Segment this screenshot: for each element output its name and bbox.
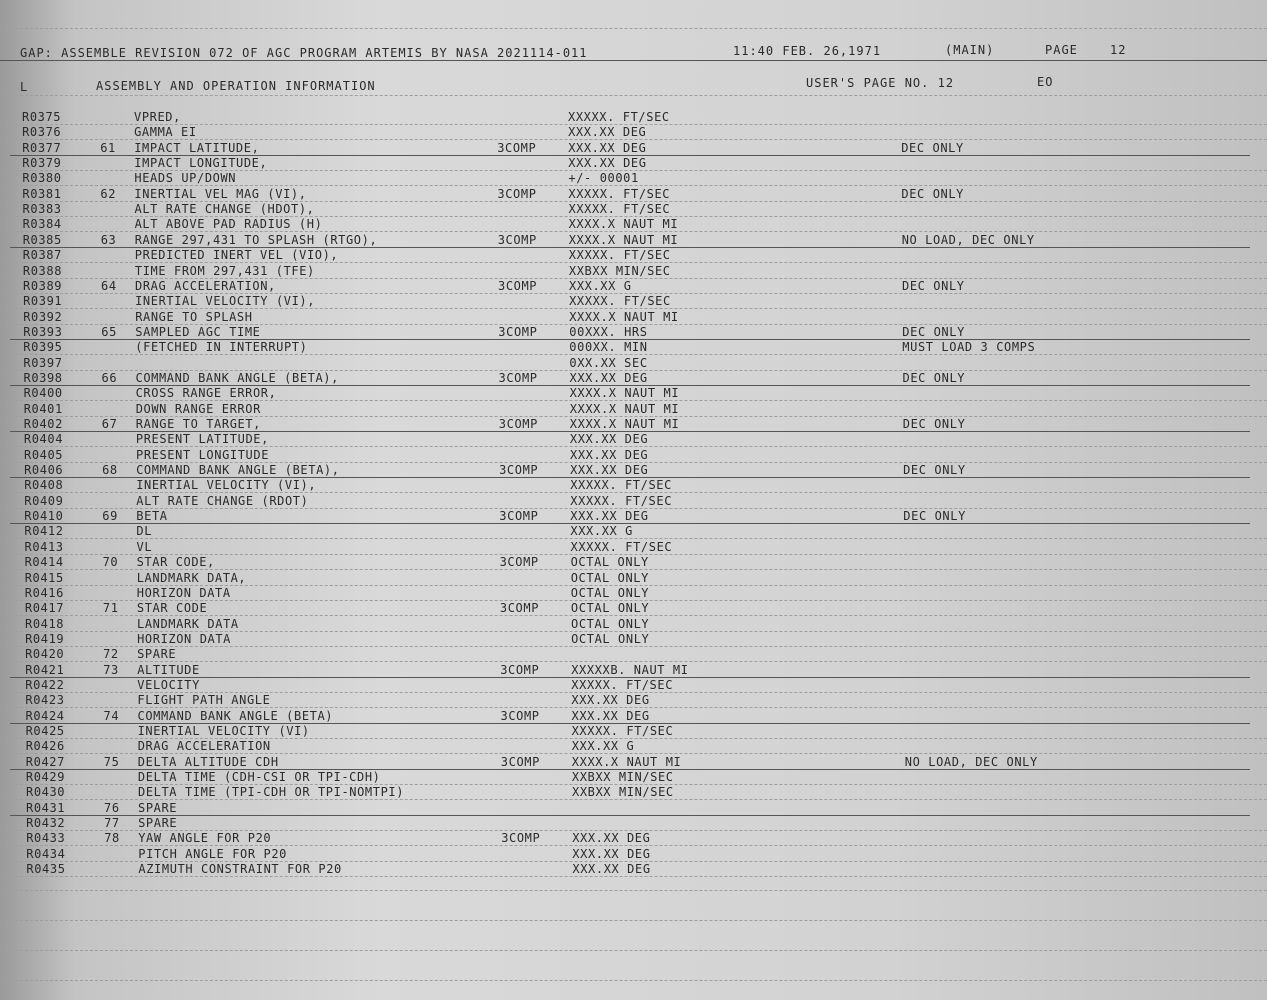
page-rule (0, 980, 1267, 981)
listing-row (0, 156, 1267, 171)
row-description: COMMAND BANK ANGLE (BETA) (137, 708, 334, 723)
listing-row (3, 586, 1267, 601)
row-address: R0377 (22, 140, 62, 155)
row-address: R0430 (26, 785, 66, 800)
page-rule (0, 890, 1267, 891)
row-format: XXX.XX DEG (571, 693, 650, 708)
row-address: R0392 (23, 309, 63, 324)
row-description: INERTIAL VELOCITY (VI), (135, 294, 316, 309)
listing-row (1, 264, 1267, 279)
page-rule (0, 950, 1267, 951)
row-description: DRAG ACCELERATION, (135, 278, 276, 293)
row-format: OCTAL ONLY (570, 570, 649, 585)
row-display-number: 71 (102, 601, 119, 616)
row-components: 3COMP (497, 140, 537, 155)
row-address: R0388 (22, 263, 63, 278)
row-format: XXBXX MIN/SEC (572, 785, 674, 800)
listing-row (0, 171, 1267, 186)
row-description: PREDICTED INERT VEL (VIO), (134, 248, 339, 263)
row-components: 3COMP (499, 463, 539, 478)
row-description: STAR CODE, (136, 555, 215, 570)
users-page-number: USER'S PAGE NO. 12 (806, 76, 955, 90)
listing-row (3, 555, 1267, 570)
row-address: R0401 (23, 401, 63, 416)
row-components: 3COMP (500, 662, 540, 677)
row-format: XXX.XX DEG (570, 463, 649, 478)
row-address: R0420 (25, 647, 65, 662)
listing-row (2, 417, 1267, 432)
row-description: DRAG ACCELERATION (137, 739, 271, 754)
row-description: AZIMUTH CONSTRAINT FOR P20 (138, 862, 342, 877)
row-format: OCTAL ONLY (571, 631, 650, 646)
row-format: XXX.XX DEG (571, 708, 650, 723)
row-description: RANGE TO TARGET, (135, 417, 262, 431)
listing-row (0, 110, 1267, 125)
row-components: 3COMP (500, 708, 540, 723)
row-display-number: 68 (102, 463, 118, 478)
row-format: XXXXXB. NAUT MI (571, 662, 689, 677)
listing-row (1, 233, 1267, 248)
row-address: R0435 (26, 862, 66, 877)
row-address: R0404 (23, 432, 64, 447)
listing-row (2, 478, 1267, 493)
row-display-number: 72 (103, 647, 119, 662)
row-address: R0385 (22, 232, 62, 247)
row-address: R0425 (25, 724, 65, 738)
listing-row (4, 770, 1267, 785)
row-description: DELTA ALTITUDE CDH (137, 754, 279, 769)
row-address: R0395 (23, 340, 63, 355)
row-components: 3COMP (497, 186, 537, 201)
row-note: NO LOAD, DEC ONLY (904, 754, 1038, 769)
row-note: MUST LOAD 3 COMPS (902, 340, 1036, 355)
page-rule (0, 95, 1267, 96)
row-note: DEC ONLY (902, 370, 966, 385)
row-format: 00XXX. HRS (569, 324, 648, 339)
row-format: XXXX.X NAUT MI (569, 309, 679, 324)
row-description: PITCH ANGLE FOR P20 (138, 846, 287, 861)
listing-row (1, 202, 1267, 217)
row-address: R0397 (23, 355, 63, 370)
row-description: PRESENT LATITUDE, (135, 432, 269, 447)
row-address: R0419 (25, 631, 65, 646)
listing-row (2, 494, 1267, 509)
row-format: XXX.XX DEG (572, 846, 651, 861)
row-description: RANGE 297,431 TO SPLASH (RTGO), (134, 232, 378, 247)
listing-row (1, 356, 1267, 371)
row-description: HEADS UP/DOWN (134, 171, 237, 186)
row-description: DELTA TIME (CDH-CSI OR TPI-CDH) (137, 770, 381, 785)
row-description: INERTIAL VEL MAG (VI), (134, 186, 307, 201)
row-description: DOWN RANGE ERROR (135, 401, 261, 416)
row-description: DELTA TIME (TPI-CDH OR TPI-NOMTPI) (138, 785, 405, 800)
row-format: XXXX.X NAUT MI (571, 754, 682, 769)
row-format: XXXXX. FT/SEC (571, 677, 674, 692)
row-description: SPARE (137, 647, 177, 662)
row-format: XXXXX. FT/SEC (568, 110, 670, 124)
row-address: R0389 (23, 278, 63, 293)
row-components: 3COMP (498, 370, 538, 385)
listing-row (2, 402, 1267, 417)
row-description: IMPACT LATITUDE, (134, 140, 260, 155)
listing-row (1, 340, 1267, 355)
row-note: DEC ONLY (901, 140, 964, 155)
row-format: XXX.XX DEG (568, 125, 647, 140)
listing-row (4, 755, 1267, 770)
listing-row (4, 739, 1267, 754)
row-format: XXXXX. FT/SEC (570, 539, 673, 554)
page-rule (0, 60, 1267, 61)
row-display-number: 63 (100, 232, 117, 247)
listing-row (3, 617, 1267, 632)
row-format: XXXXX. FT/SEC (568, 186, 671, 201)
row-components: 3COMP (499, 509, 539, 524)
page-rule (0, 28, 1267, 29)
listing-row (3, 632, 1267, 647)
row-address: R0433 (26, 831, 66, 846)
row-address: R0406 (24, 463, 64, 478)
row-description: HORIZON DATA (136, 585, 231, 600)
row-display-number: 75 (103, 754, 120, 769)
row-note: DEC ONLY (903, 509, 966, 524)
row-format: XXX.XX DEG (570, 509, 649, 524)
row-description: YAW ANGLE FOR P20 (138, 831, 272, 846)
row-description: GAMMA EI (134, 125, 197, 140)
row-description: BETA (136, 509, 168, 524)
row-address: R0414 (24, 555, 64, 570)
row-display-number: 73 (103, 662, 119, 677)
row-address: R0429 (25, 770, 66, 785)
listing-row (2, 448, 1267, 463)
row-address: R0412 (24, 524, 64, 539)
row-address: R0416 (24, 585, 64, 600)
listing-row (0, 187, 1267, 202)
row-format: XXX.XX DEG (568, 140, 647, 155)
listing-row (3, 647, 1267, 662)
listing-row (4, 709, 1267, 724)
row-display-number: 76 (104, 800, 120, 815)
row-description: HORIZON DATA (137, 631, 232, 646)
row-address: R0431 (26, 800, 66, 815)
row-format: XXXX.X NAUT MI (568, 217, 679, 232)
row-format: OCTAL ONLY (571, 616, 650, 631)
row-address: R0432 (26, 816, 66, 831)
listing-row (4, 724, 1267, 739)
row-format: XXBXX MIN/SEC (571, 770, 674, 785)
row-display-number: 70 (102, 555, 119, 570)
page-rule (0, 920, 1267, 921)
listing-row (2, 509, 1267, 524)
row-note: DEC ONLY (903, 463, 966, 478)
listing-row (0, 141, 1267, 156)
row-display-number: 65 (101, 324, 117, 339)
row-display-number: 69 (102, 509, 118, 524)
eo-label: EO (1037, 75, 1054, 89)
row-address: R0415 (24, 570, 64, 585)
listing-row (3, 601, 1267, 616)
row-description: LANDMARK DATA, (136, 570, 247, 585)
listing-row (1, 217, 1267, 232)
row-address: R0381 (22, 186, 62, 201)
row-description: ALT RATE CHANGE (HDOT), (134, 202, 315, 217)
row-format: XXXXX. FT/SEC (570, 478, 672, 493)
row-format: XXX.XX DEG (569, 432, 649, 447)
row-description: TIME FROM 297,431 (TFE) (134, 263, 315, 278)
listing-row (0, 125, 1267, 140)
row-address: R0376 (22, 125, 62, 140)
row-address: R0379 (22, 156, 62, 171)
row-format: OCTAL ONLY (570, 585, 650, 600)
row-description: PRESENT LONGITUDE (136, 447, 270, 462)
listing-mark: L (20, 80, 29, 94)
row-note: DEC ONLY (902, 278, 965, 293)
row-address: R0424 (25, 708, 65, 723)
row-components: 3COMP (497, 232, 537, 247)
row-description: (FETCHED IN INTERRUPT) (135, 340, 308, 355)
row-format: XXX.XX DEG (572, 862, 651, 877)
row-address: R0410 (24, 509, 64, 524)
row-description: DL (136, 524, 153, 539)
listing-row (2, 432, 1267, 447)
row-display-number: 67 (101, 417, 118, 431)
row-address: R0398 (23, 370, 63, 385)
row-format: 000XX. MIN (569, 340, 648, 355)
row-address: R0408 (24, 478, 64, 493)
row-address: R0427 (25, 754, 65, 769)
row-format: XXXX.X NAUT MI (569, 386, 680, 401)
row-description: FLIGHT PATH ANGLE (137, 693, 271, 708)
row-description: VL (136, 539, 153, 554)
row-note: NO LOAD, DEC ONLY (901, 232, 1035, 247)
listing-row (1, 279, 1267, 294)
listing-row (3, 540, 1267, 555)
row-description: SAMPLED AGC TIME (135, 324, 261, 339)
row-description: RANGE TO SPLASH (135, 309, 253, 324)
row-address: R0375 (22, 110, 62, 124)
listing-row (4, 816, 1267, 831)
row-address: R0409 (24, 493, 64, 508)
row-format: OCTAL ONLY (570, 601, 650, 616)
row-format: XXXXX. FT/SEC (568, 202, 671, 217)
listing-row (1, 310, 1267, 325)
listing-row (1, 294, 1267, 309)
row-format: XXX.XX G (571, 739, 635, 754)
row-format: XXX.XX G (569, 278, 632, 293)
row-description: INERTIAL VELOCITY (VI), (136, 478, 317, 493)
row-address: R0383 (22, 202, 62, 217)
program-header: GAP: ASSEMBLE REVISION 072 OF AGC PROGRAM ARTEMIS BY NASA 2021114-011 (20, 46, 588, 60)
row-format: XXX.XX DEG (569, 370, 648, 385)
row-format: XXX.XX DEG (570, 447, 649, 462)
row-address: R0426 (25, 739, 65, 754)
row-note: DEC ONLY (901, 186, 965, 201)
listing-row (4, 801, 1267, 816)
row-description: LANDMARK DATA (137, 616, 239, 631)
row-address: R0400 (23, 386, 63, 401)
row-description: COMMAND BANK ANGLE (BETA), (136, 463, 340, 478)
row-format: OCTAL ONLY (570, 555, 649, 570)
listing-row (2, 524, 1267, 539)
row-note: DEC ONLY (902, 417, 966, 431)
row-components: 3COMP (499, 601, 540, 616)
row-description: ALTITUDE (137, 662, 200, 677)
listing-row (4, 831, 1267, 846)
row-description: IMPACT LONGITUDE, (134, 156, 268, 171)
row-address: R0391 (23, 294, 63, 309)
row-components: 3COMP (501, 831, 541, 846)
row-format: XXXX.X NAUT MI (569, 401, 680, 416)
row-components: 3COMP (498, 417, 538, 431)
row-format: +/- 00001 (568, 171, 639, 186)
row-format: XXXX.X NAUT MI (568, 232, 679, 247)
row-display-number: 74 (103, 708, 120, 723)
listing-row (1, 325, 1267, 340)
timestamp: 11:40 FEB. 26,1971 (733, 44, 882, 58)
listing-row (3, 678, 1267, 693)
page-number: 12 (1110, 43, 1127, 57)
row-description: VPRED, (134, 110, 181, 124)
row-components: 3COMP (499, 555, 539, 570)
row-format: XXX.XX DEG (572, 831, 651, 846)
main-label: (MAIN) (945, 43, 995, 57)
row-address: R0413 (24, 539, 64, 554)
page-label: PAGE (1045, 43, 1078, 57)
row-display-number: 64 (101, 278, 117, 293)
listing-row (4, 847, 1267, 862)
row-address: R0434 (26, 846, 66, 861)
row-description: ALT RATE CHANGE (RDOT) (136, 493, 309, 508)
row-display-number: 62 (100, 186, 117, 201)
row-description: STAR CODE (136, 601, 208, 616)
row-components: 3COMP (500, 754, 540, 769)
listing-row (4, 862, 1267, 877)
row-format: XXX.XX DEG (568, 156, 647, 171)
row-address: R0393 (23, 324, 63, 339)
listing-row (3, 571, 1267, 586)
row-address: R0422 (25, 677, 65, 692)
row-format: XXX.XX G (570, 524, 634, 539)
row-description: ALT ABOVE PAD RADIUS (H) (134, 217, 323, 232)
row-format: XXXXX. FT/SEC (569, 294, 671, 309)
listing-row (2, 463, 1267, 478)
row-display-number: 61 (100, 140, 116, 155)
row-address: R0405 (24, 447, 64, 462)
row-address: R0384 (22, 217, 62, 232)
row-components: 3COMP (498, 324, 538, 339)
listing-row (2, 386, 1267, 401)
row-display-number: 77 (104, 816, 120, 831)
listing-row (3, 663, 1267, 678)
row-address: R0417 (24, 601, 65, 616)
row-address: R0423 (25, 693, 65, 708)
listing-row (3, 693, 1267, 708)
row-description: VELOCITY (137, 677, 200, 692)
row-format: XXXX.X NAUT MI (569, 417, 680, 431)
row-format: 0XX.XX SEC (569, 355, 648, 370)
row-guide (0, 876, 1267, 877)
row-format: XXBXX MIN/SEC (568, 263, 671, 278)
row-display-number: 78 (104, 831, 120, 846)
section-title: ASSEMBLY AND OPERATION INFORMATION (96, 79, 376, 93)
listing-row (1, 248, 1267, 263)
listing-row (2, 371, 1267, 386)
row-display-number: 66 (101, 370, 118, 385)
row-description: SPARE (138, 816, 178, 831)
row-address: R0387 (22, 248, 62, 263)
row-address: R0380 (22, 171, 62, 186)
row-description: CROSS RANGE ERROR, (135, 386, 277, 401)
row-components: 3COMP (498, 278, 538, 293)
row-description: COMMAND BANK ANGLE (BETA), (135, 370, 339, 385)
row-description: SPARE (138, 800, 178, 815)
row-format: XXXXX. FT/SEC (568, 248, 671, 263)
row-address: R0418 (25, 616, 65, 631)
row-description: INERTIAL VELOCITY (VI) (137, 724, 310, 738)
row-format: XXXXX. FT/SEC (571, 724, 674, 738)
row-format: XXXXX. FT/SEC (570, 493, 673, 508)
row-note: DEC ONLY (902, 324, 965, 339)
listing-row (4, 785, 1267, 800)
row-address: R0402 (23, 417, 63, 431)
row-address: R0421 (25, 662, 65, 677)
